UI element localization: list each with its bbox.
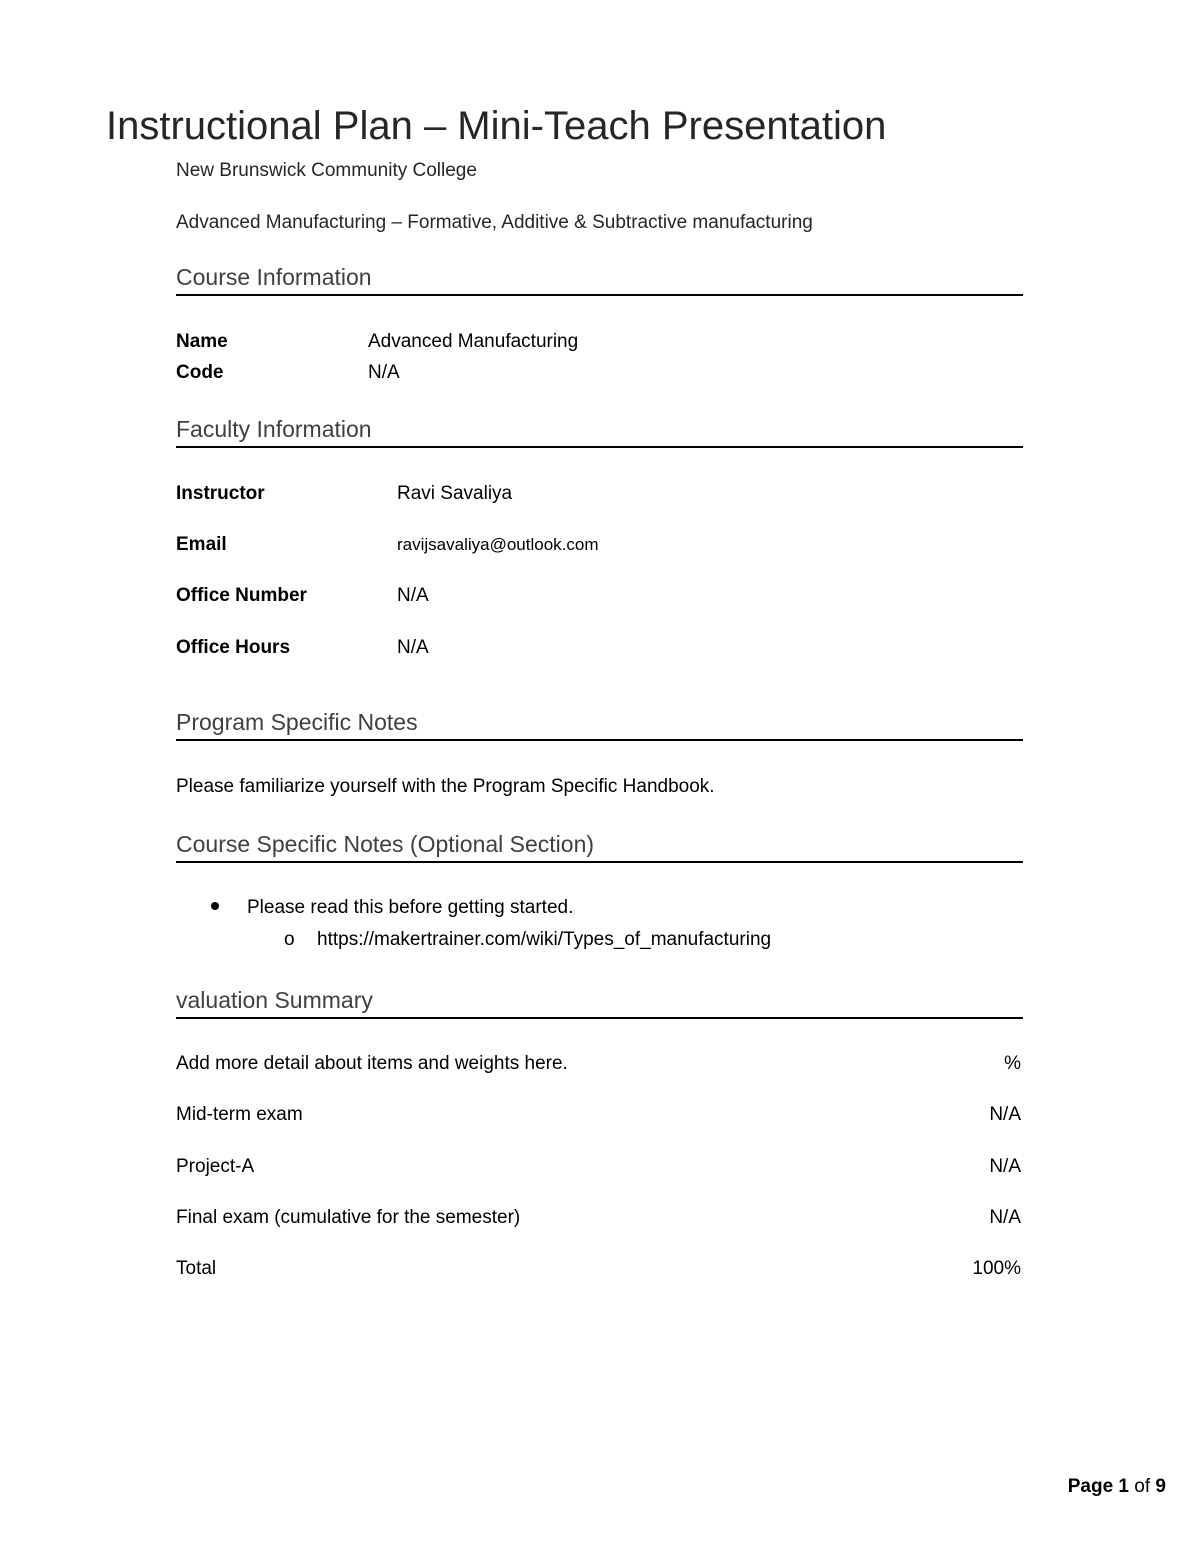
evaluation-row [176, 1207, 1021, 1233]
evaluation-summary-heading: valuation Summary [176, 987, 1023, 1019]
current-page: 1 [1118, 1476, 1129, 1497]
course-name-label: Name [176, 331, 228, 352]
instructor-value: Ravi Savaliya [397, 483, 513, 504]
of-word: of [1134, 1476, 1151, 1497]
instructor-label: Instructor [176, 483, 265, 504]
evaluation-row [176, 1156, 1021, 1182]
course-information-heading: Course Information [176, 264, 1023, 296]
evaluation-total-row [176, 1258, 1021, 1284]
course-notes-link[interactable]: https://makertrainer.com/wiki/Types_of_manufacturing [317, 929, 772, 950]
course-code-label: Code [176, 362, 224, 383]
document-title: Instructional Plan – Mini-Teach Presentation [106, 104, 887, 148]
evaluation-row [176, 1053, 1021, 1079]
evaluation-weight: N/A [989, 1207, 1021, 1228]
office-hours-label: Office Hours [176, 637, 291, 658]
evaluation-row [176, 1104, 1021, 1130]
course-notes-bullet: Please read this before getting started. [247, 897, 574, 918]
evaluation-weight: % [1004, 1053, 1021, 1074]
course-code-value: N/A [368, 362, 400, 383]
evaluation-weight: N/A [989, 1104, 1021, 1125]
office-hours-value: N/A [397, 637, 429, 658]
page-number [1068, 1476, 1166, 1498]
evaluation-item: Add more detail about items and weights here. [176, 1053, 568, 1074]
program-notes-heading: Program Specific Notes [176, 709, 1023, 741]
office-number-label: Office Number [176, 585, 307, 606]
evaluation-weight: N/A [989, 1156, 1021, 1177]
course-name-value: Advanced Manufacturing [368, 331, 579, 352]
sub-bullet-marker: o [284, 929, 295, 950]
total-pages: 9 [1155, 1476, 1166, 1497]
email-value[interactable]: ravijsavaliya@outlook.com [397, 535, 599, 554]
page-word: Page [1067, 1476, 1114, 1497]
course-notes-heading: Course Specific Notes (Optional Section) [176, 831, 1023, 863]
college-name: New Brunswick Community College [176, 160, 477, 181]
evaluation-item: Project-A [176, 1156, 255, 1177]
program-notes-text: Please familiarize yourself with the Program Specific Handbook. [176, 776, 715, 797]
bullet-icon [211, 902, 219, 910]
evaluation-item: Mid-term exam [176, 1104, 303, 1125]
evaluation-item: Final exam (cumulative for the semester) [176, 1207, 521, 1228]
evaluation-total-label: Total [176, 1258, 217, 1279]
email-label: Email [176, 534, 227, 555]
evaluation-total-value: 100% [972, 1258, 1021, 1279]
office-number-value: N/A [397, 585, 429, 606]
faculty-information-heading: Faculty Information [176, 416, 1023, 448]
course-topic: Advanced Manufacturing – Formative, Additive & Subtractive manufacturing [176, 212, 813, 233]
